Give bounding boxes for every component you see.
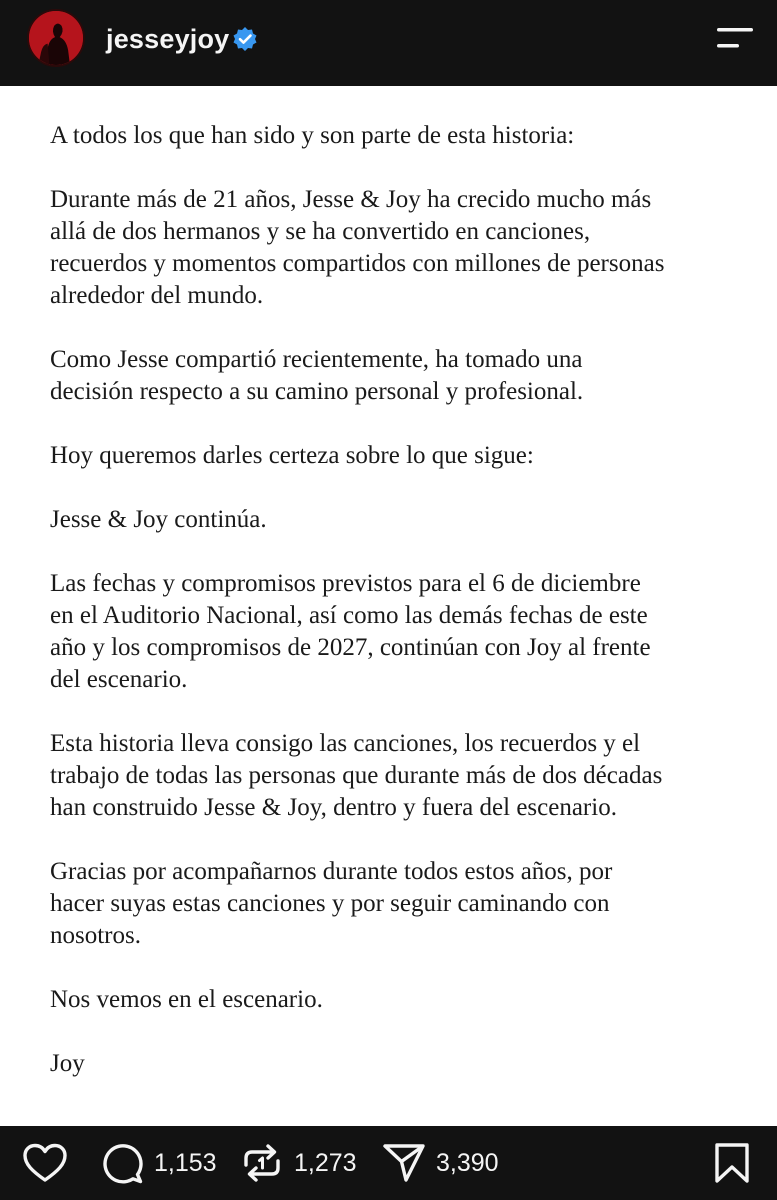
- letter-paragraph: Como Jesse compartió recientemente, ha tomado una decisión respecto a su camino personal y profesional.: [50, 346, 584, 405]
- menu-icon[interactable]: [713, 24, 757, 52]
- share-count: 3,390: [436, 1148, 499, 1177]
- bookmark-icon: [712, 1141, 752, 1185]
- letter-paragraph: Durante más de 21 años, Jesse & Joy ha crecido mucho más allá de dos hermanos y se ha convertido en canciones, recuerdos y momentos compartidos con millones de personas alrededor del mundo.: [50, 186, 665, 309]
- heart-icon: [22, 1142, 68, 1184]
- letter-paragraph: A todos los que han sido y son parte de esta historia:: [50, 122, 575, 149]
- verified-badge-icon: [232, 26, 258, 52]
- username[interactable]: jesseyjoy: [106, 24, 230, 54]
- share-button[interactable]: [382, 1126, 499, 1200]
- post-header: [0, 0, 777, 86]
- letter-paragraph: Jesse & Joy continúa.: [50, 506, 267, 533]
- comment-icon: [100, 1141, 144, 1185]
- post-action-bar: [0, 1126, 777, 1200]
- post-image: [0, 86, 777, 1126]
- like-button[interactable]: [22, 1126, 68, 1200]
- letter-paragraph: Gracias por acompañarnos durante todos estos años, por hacer suyas estas canciones y por seguir caminando con nosotros.: [50, 858, 613, 949]
- letter-paragraph: Esta historia lleva consigo las canciones, los recuerdos y el trabajo de todas las personas que durante más de dos décadas han construido Jesse & Joy, dentro y fuera del escenario.: [50, 730, 663, 821]
- comment-button[interactable]: [100, 1126, 217, 1200]
- repost-button[interactable]: [240, 1126, 357, 1200]
- letter-signature: Joy: [50, 1050, 85, 1077]
- letter-paragraph: Nos vemos en el escenario.: [50, 986, 323, 1013]
- letter-paragraph: Hoy queremos darles certeza sobre lo que sigue:: [50, 442, 534, 469]
- letter-paragraph: Las fechas y compromisos previstos para el 6 de diciembre en el Auditorio Nacional, así como las demás fechas de este año y los compromisos de 2027, continúan con Joy al frente del escenario.: [50, 570, 651, 693]
- repost-count: 1,273: [294, 1148, 357, 1177]
- letter-body: [50, 120, 750, 1080]
- avatar-silhouette-icon: [29, 11, 83, 65]
- share-icon: [382, 1141, 426, 1185]
- profile-avatar[interactable]: [27, 9, 85, 67]
- repost-icon: [240, 1141, 284, 1185]
- save-button[interactable]: [712, 1126, 752, 1200]
- comment-count: 1,153: [154, 1148, 217, 1177]
